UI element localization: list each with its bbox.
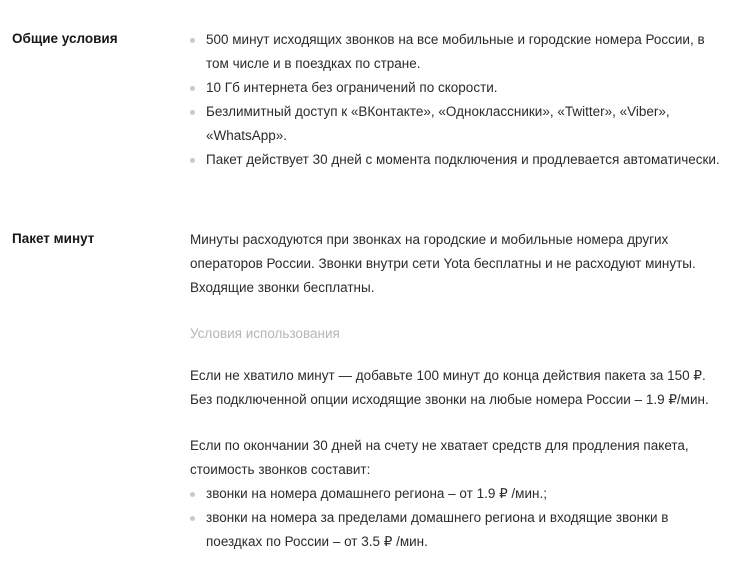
paragraph-space-2 <box>190 346 725 364</box>
insufficient-funds-paragraph: Если по окончании 30 дней на счету не хватает средств для продления пакета, стоимость звонков составит: <box>190 438 689 477</box>
list-item: звонки на номера домашнего региона – от 1.9 ₽ /мин.; <box>190 482 725 506</box>
list-item: 500 минут исходящих звонков на все мобильные и городские номера России, в том числе и в поездках по стране. <box>190 28 725 76</box>
list-item: Безлимитный доступ к «ВКонтакте», «Одноклассники», «Twitter», «Viber», «WhatsApp». <box>190 100 725 148</box>
extra-minutes-paragraph: Если не хватило минут — добавьте 100 минут до конца действия пакета за 150 ₽. Без подключенной опции исходящие звонки на любые номера России – 1.9 ₽/мин. <box>190 368 709 407</box>
list-item: 10 Гб интернета без ограничений по скорости. <box>190 76 725 100</box>
section-body-general <box>190 28 725 172</box>
call-rates-list <box>190 482 725 554</box>
section-minutes-package <box>12 228 725 554</box>
usage-conditions-subheading: Условия использования <box>190 326 340 341</box>
paragraph-space-1 <box>190 300 725 322</box>
general-conditions-list <box>190 28 725 172</box>
section-title-general: Общие условия <box>12 31 118 46</box>
paragraph-space-3 <box>190 412 725 434</box>
section-divider-space <box>12 172 725 228</box>
list-item: Пакет действует 30 дней с момента подключения и продлевается автоматически. <box>190 148 725 172</box>
minutes-intro-paragraph: Минуты расходуются при звонках на городские и мобильные номера других операторов России. Звонки внутри сети Yota бесплатны и не расходуют минуты. Входящие звонки бесплатны. <box>190 232 696 295</box>
section-general-conditions <box>12 28 725 172</box>
section-body-minutes <box>190 228 725 554</box>
section-title-minutes: Пакет минут <box>12 231 95 246</box>
list-item: звонки на номера за пределами домашнего региона и входящие звонки в поездках по России – от 3.5 ₽ /мин. <box>190 506 725 554</box>
